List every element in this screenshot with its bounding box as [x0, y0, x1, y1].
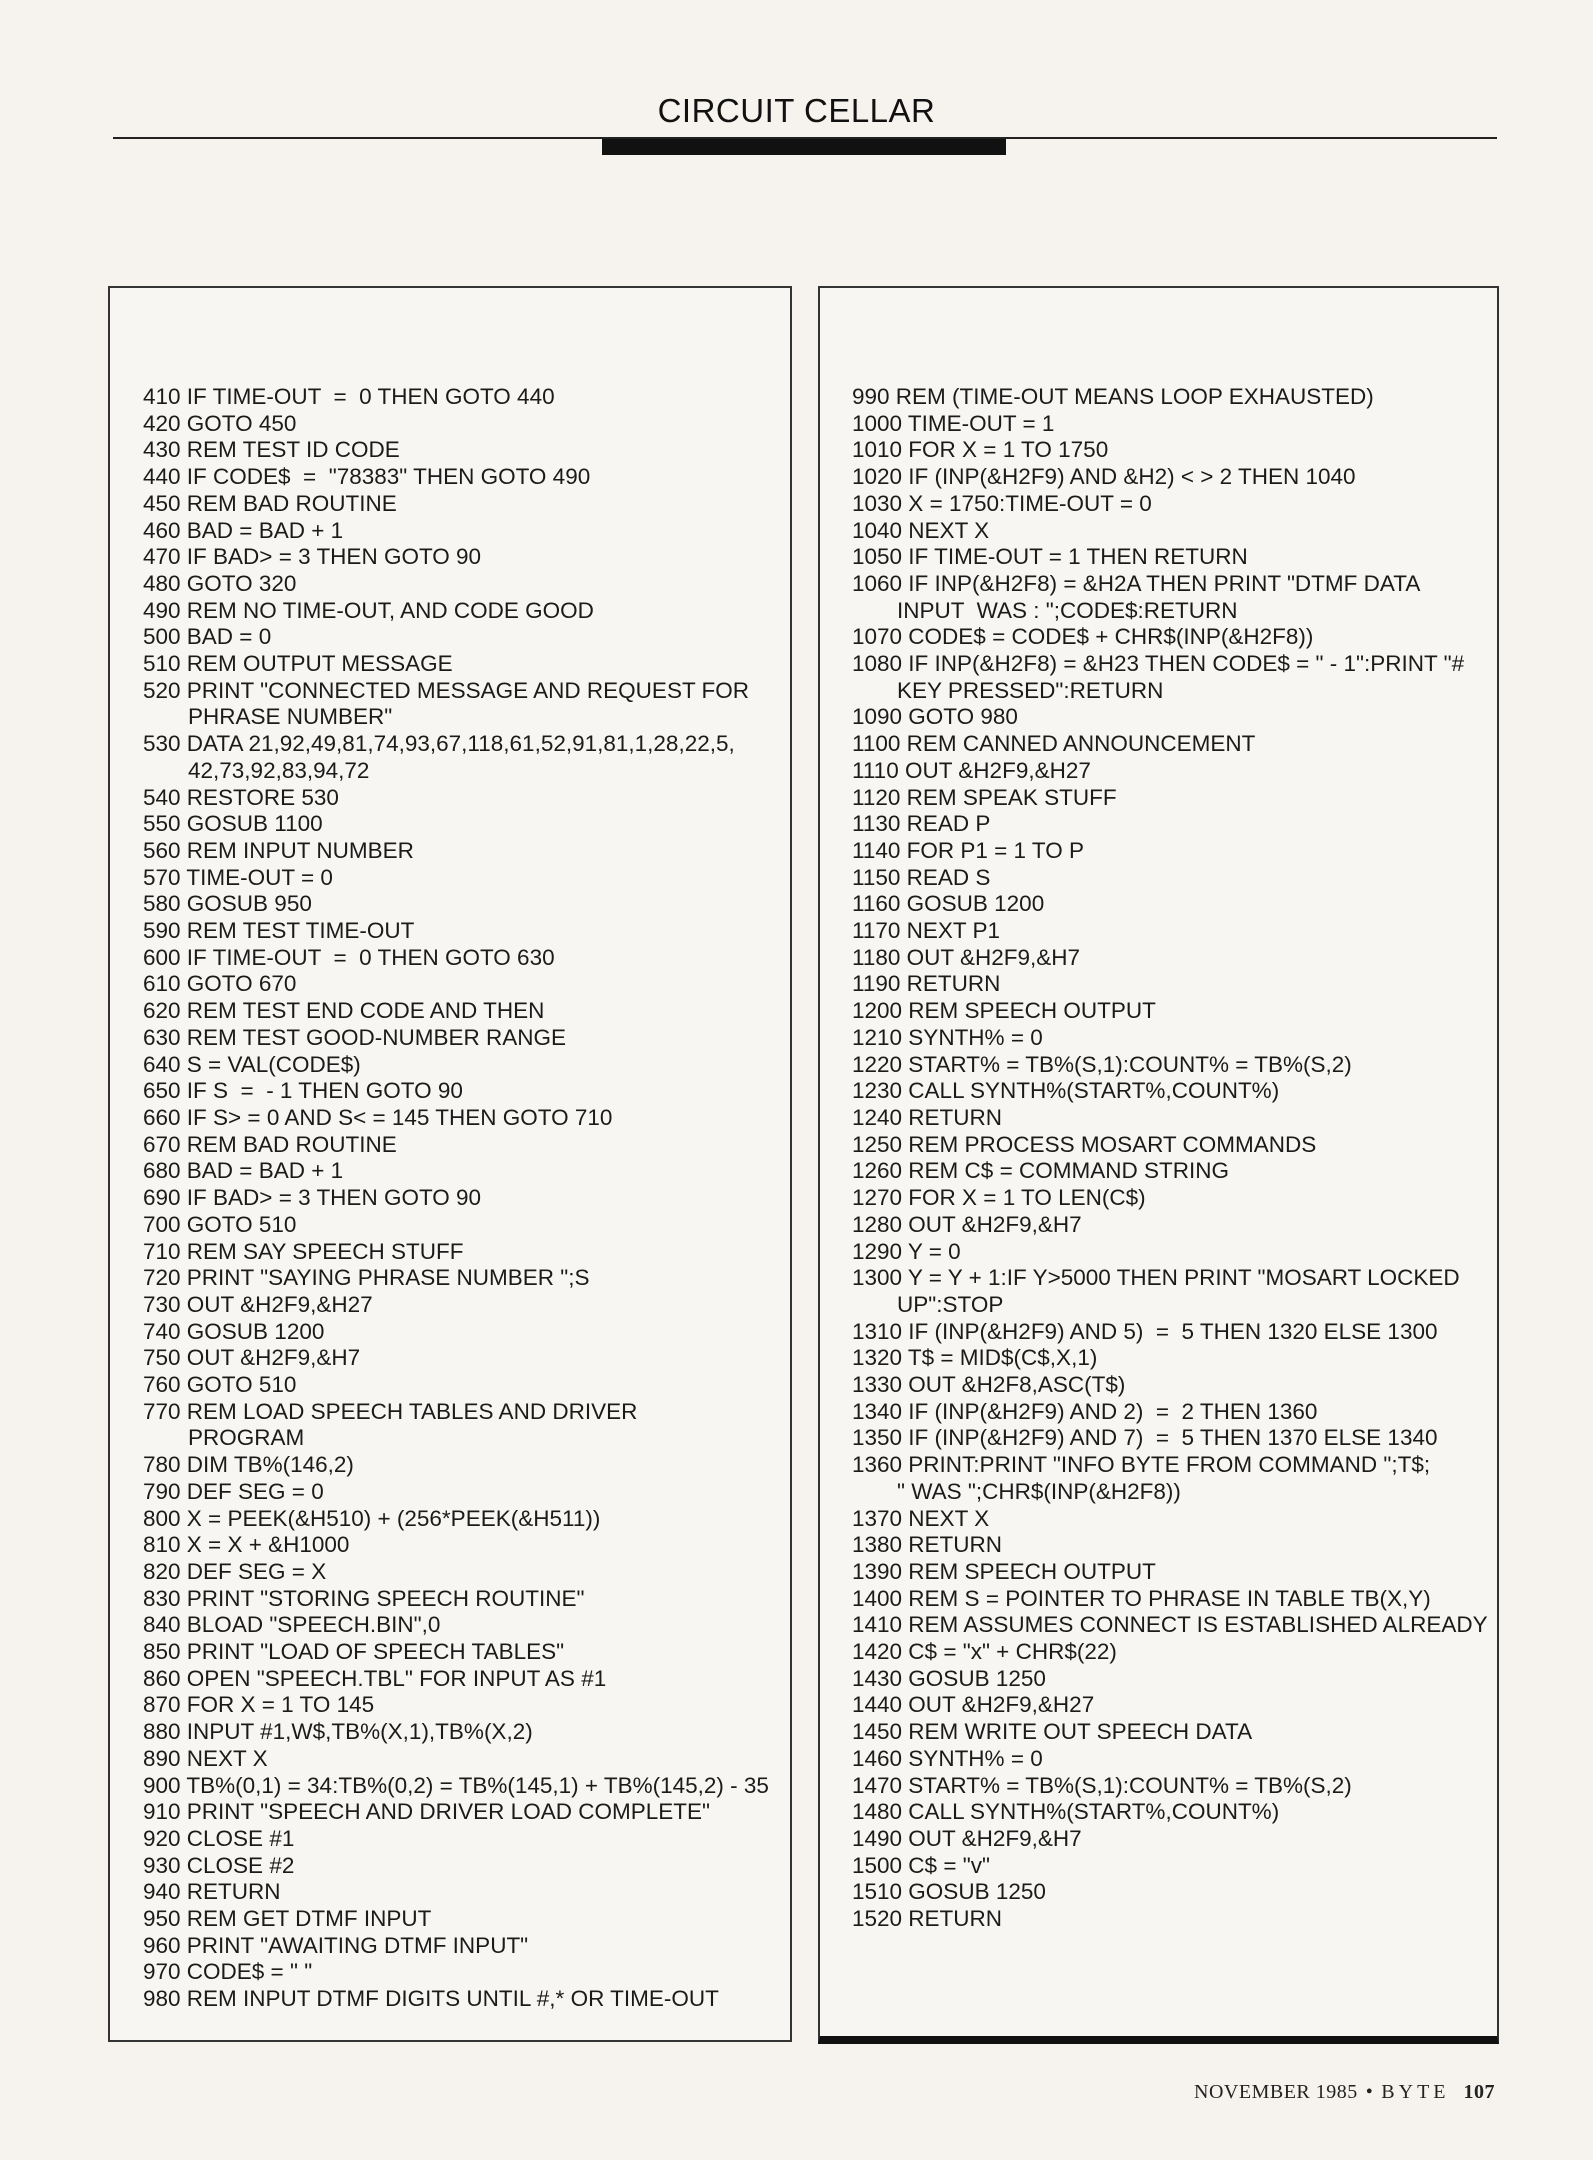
- code-line: 530 DATA 21,92,49,81,74,93,67,118,61,52,91,81,1,28,22,5,: [143, 731, 735, 757]
- code-line: 1510 GOSUB 1250: [852, 1879, 1046, 1905]
- code-line: 1040 NEXT X: [852, 517, 990, 543]
- code-line: 740 GOSUB 1200: [143, 1318, 325, 1344]
- code-line: 1400 REM S = POINTER TO PHRASE IN TABLE TB(X,Y): [852, 1585, 1431, 1611]
- code-line: 610 GOTO 670: [143, 971, 297, 997]
- code-line: PROGRAM: [188, 1425, 305, 1451]
- issue-date: NOVEMBER 1985: [1194, 2081, 1358, 2103]
- code-line: PHRASE NUMBER": [188, 704, 393, 730]
- code-line: INPUT WAS : ";CODE$:RETURN: [897, 597, 1238, 623]
- footer-separator: •: [1365, 2081, 1374, 2103]
- code-line: 890 NEXT X: [143, 1745, 268, 1771]
- code-line: 1320 T$ = MID$(C$,X,1): [852, 1345, 1098, 1371]
- code-line: 1240 RETURN: [852, 1104, 1003, 1130]
- code-line: 1470 START% = TB%(S,1):COUNT% = TB%(S,2): [852, 1772, 1352, 1798]
- code-line: 910 PRINT "SPEECH AND DRIVER LOAD COMPLETE": [143, 1799, 710, 1825]
- code-line: 640 S = VAL(CODE$): [143, 1051, 361, 1077]
- code-block-left: [143, 384, 783, 2013]
- code-line: 1340 IF (INP(&H2F9) AND 2) = 2 THEN 1360: [852, 1398, 1318, 1424]
- code-line: KEY PRESSED":RETURN: [897, 677, 1164, 703]
- code-listing-left: [108, 286, 792, 2042]
- code-line: 550 GOSUB 1100: [143, 811, 323, 837]
- code-line: 1520 RETURN: [852, 1906, 1003, 1932]
- code-line: 720 PRINT "SAYING PHRASE NUMBER ";S: [143, 1265, 590, 1291]
- code-line: 440 IF CODE$ = "78383" THEN GOTO 490: [143, 464, 591, 490]
- code-line: 760 GOTO 510: [143, 1372, 297, 1398]
- code-line: 590 REM TEST TIME-OUT: [143, 918, 415, 944]
- code-line: 660 IF S> = 0 AND S< = 145 THEN GOTO 710: [143, 1104, 613, 1130]
- code-line: 1020 IF (INP(&H2F9) AND &H2) < > 2 THEN 1040: [852, 464, 1356, 490]
- code-line: 1130 READ P: [852, 811, 991, 837]
- code-line: 1050 IF TIME-OUT = 1 THEN RETURN: [852, 544, 1248, 570]
- code-line: 860 OPEN "SPEECH.TBL" FOR INPUT AS #1: [143, 1665, 607, 1691]
- code-line: 1140 FOR P1 = 1 TO P: [852, 837, 1084, 863]
- code-line: 1300 Y = Y + 1:IF Y>5000 THEN PRINT "MOSART LOCKED: [852, 1265, 1460, 1291]
- code-line: 790 DEF SEG = 0: [143, 1478, 324, 1504]
- code-line: 1390 REM SPEECH OUTPUT: [852, 1558, 1156, 1584]
- code-line: 830 PRINT "STORING SPEECH ROUTINE": [143, 1585, 585, 1611]
- code-line: 1080 IF INP(&H2F8) = &H23 THEN CODE$ = " - 1":PRINT "#: [852, 651, 1465, 677]
- code-line: 940 RETURN: [143, 1879, 281, 1905]
- code-line: 1260 REM C$ = COMMAND STRING: [852, 1158, 1229, 1184]
- code-line: 980 REM INPUT DTMF DIGITS UNTIL #,* OR TIME-OUT: [143, 1986, 719, 2012]
- code-line: 1110 OUT &H2F9,&H27: [852, 757, 1091, 783]
- code-line: 1420 C$ = "x" + CHR$(22): [852, 1639, 1117, 1665]
- code-line: 580 GOSUB 950: [143, 891, 312, 917]
- code-line: 810 X = X + &H1000: [143, 1532, 350, 1558]
- code-line: 1360 PRINT:PRINT "INFO BYTE FROM COMMAND ";T$;: [852, 1452, 1431, 1478]
- code-line: 450 REM BAD ROUTINE: [143, 490, 397, 516]
- code-line: 1280 OUT &H2F9,&H7: [852, 1211, 1082, 1237]
- code-line: 1230 CALL SYNTH%(START%,COUNT%): [852, 1078, 1280, 1104]
- code-line: 460 BAD = BAD + 1: [143, 517, 344, 543]
- code-line: 1170 NEXT P1: [852, 918, 1001, 944]
- code-line: 570 TIME-OUT = 0: [143, 864, 333, 890]
- code-line: 1010 FOR X = 1 TO 1750: [852, 437, 1109, 463]
- code-line: 1220 START% = TB%(S,1):COUNT% = TB%(S,2): [852, 1051, 1352, 1077]
- code-line: 1200 REM SPEECH OUTPUT: [852, 998, 1156, 1024]
- code-line: 490 REM NO TIME-OUT, AND CODE GOOD: [143, 597, 594, 623]
- code-line: 840 BLOAD "SPEECH.BIN",0: [143, 1612, 441, 1638]
- page-title: CIRCUIT CELLAR: [657, 92, 936, 129]
- code-line: 690 IF BAD> = 3 THEN GOTO 90: [143, 1185, 482, 1211]
- code-line: 1150 READ S: [852, 864, 991, 890]
- code-line: 1030 X = 1750:TIME-OUT = 0: [852, 490, 1152, 516]
- code-line: 1290 Y = 0: [852, 1238, 961, 1264]
- code-line: 880 INPUT #1,W$,TB%(X,1),TB%(X,2): [143, 1719, 533, 1745]
- code-line: 1410 REM ASSUMES CONNECT IS ESTABLISHED ALREADY: [852, 1612, 1488, 1638]
- code-line: 770 REM LOAD SPEECH TABLES AND DRIVER: [143, 1398, 638, 1424]
- code-line: 470 IF BAD> = 3 THEN GOTO 90: [143, 544, 482, 570]
- code-line: 1270 FOR X = 1 TO LEN(C$): [852, 1185, 1146, 1211]
- page-number: 107: [1463, 2081, 1495, 2103]
- code-line: 520 PRINT "CONNECTED MESSAGE AND REQUEST FOR: [143, 677, 750, 703]
- code-line: 800 X = PEEK(&H510) + (256*PEEK(&H511)): [143, 1505, 601, 1531]
- code-line: 670 REM BAD ROUTINE: [143, 1131, 397, 1157]
- code-line: 500 BAD = 0: [143, 624, 272, 650]
- code-line: 650 IF S = - 1 THEN GOTO 90: [143, 1078, 463, 1104]
- code-line: 620 REM TEST END CODE AND THEN: [143, 998, 545, 1024]
- code-line: 1070 CODE$ = CODE$ + CHR$(INP(&H2F8)): [852, 624, 1314, 650]
- page-footer: [1194, 2081, 1495, 2104]
- code-line: 820 DEF SEG = X: [143, 1558, 327, 1584]
- code-line: 1250 REM PROCESS MOSART COMMANDS: [852, 1131, 1317, 1157]
- code-line: 630 REM TEST GOOD-NUMBER RANGE: [143, 1024, 566, 1050]
- code-line: 750 OUT &H2F9,&H7: [143, 1345, 361, 1371]
- code-line: 850 PRINT "LOAD OF SPEECH TABLES": [143, 1639, 565, 1665]
- code-line: 42,73,92,83,94,72: [188, 757, 370, 783]
- code-line: 1090 GOTO 980: [852, 704, 1018, 730]
- code-line: 990 REM (TIME-OUT MEANS LOOP EXHAUSTED): [852, 384, 1374, 409]
- code-line: 420 GOTO 450: [143, 410, 297, 436]
- code-line: 1100 REM CANNED ANNOUNCEMENT: [852, 731, 1256, 757]
- code-line: 1500 C$ = "v": [852, 1852, 990, 1878]
- code-block-right: [852, 384, 1492, 1933]
- code-line: 1350 IF (INP(&H2F9) AND 7) = 5 THEN 1370 ELSE 1340: [852, 1425, 1438, 1451]
- code-line: 1330 OUT &H2F8,ASC(T$): [852, 1372, 1126, 1398]
- code-line: 950 REM GET DTMF INPUT: [143, 1906, 432, 1932]
- code-line: UP":STOP: [897, 1291, 1004, 1317]
- code-line: 970 CODE$ = " ": [143, 1959, 313, 1985]
- code-line: 540 RESTORE 530: [143, 784, 339, 810]
- code-line: 780 DIM TB%(146,2): [143, 1452, 354, 1478]
- code-line: 600 IF TIME-OUT = 0 THEN GOTO 630: [143, 944, 555, 970]
- code-line: 1440 OUT &H2F9,&H27: [852, 1692, 1095, 1718]
- code-line: 1120 REM SPEAK STUFF: [852, 784, 1117, 810]
- code-line: 430 REM TEST ID CODE: [143, 437, 400, 463]
- code-line: 1430 GOSUB 1250: [852, 1665, 1046, 1691]
- code-line: 1480 CALL SYNTH%(START%,COUNT%): [852, 1799, 1280, 1825]
- code-line: 1310 IF (INP(&H2F9) AND 5) = 5 THEN 1320 ELSE 1300: [852, 1318, 1438, 1344]
- code-line: 1370 NEXT X: [852, 1505, 990, 1531]
- code-line: 410 IF TIME-OUT = 0 THEN GOTO 440: [143, 384, 555, 409]
- code-line: 1380 RETURN: [852, 1532, 1003, 1558]
- code-line: 710 REM SAY SPEECH STUFF: [143, 1238, 464, 1264]
- code-line: 680 BAD = BAD + 1: [143, 1158, 344, 1184]
- code-line: 1060 IF INP(&H2F8) = &H2A THEN PRINT "DTMF DATA: [852, 570, 1421, 596]
- code-line: 870 FOR X = 1 TO 145: [143, 1692, 375, 1718]
- code-line: 920 CLOSE #1: [143, 1825, 295, 1851]
- code-line: 1190 RETURN: [852, 971, 1001, 997]
- code-line: 1210 SYNTH% = 0: [852, 1024, 1043, 1050]
- code-line: 480 GOTO 320: [143, 570, 297, 596]
- code-line: 1180 OUT &H2F9,&H7: [852, 944, 1081, 970]
- code-line: 900 TB%(0,1) = 34:TB%(0,2) = TB%(145,1) + TB%(145,2) - 35: [143, 1772, 769, 1798]
- code-line: 960 PRINT "AWAITING DTMF INPUT": [143, 1932, 529, 1958]
- magazine-name: BYTE: [1381, 2081, 1450, 2103]
- code-line: 730 OUT &H2F9,&H27: [143, 1291, 373, 1317]
- code-line: 560 REM INPUT NUMBER: [143, 837, 414, 863]
- code-line: 1460 SYNTH% = 0: [852, 1745, 1043, 1771]
- code-line: 700 GOTO 510: [143, 1211, 297, 1237]
- code-line: 510 REM OUTPUT MESSAGE: [143, 651, 453, 677]
- code-line: 1000 TIME-OUT = 1: [852, 410, 1055, 436]
- code-listing-right: [818, 286, 1499, 2044]
- code-line: 930 CLOSE #2: [143, 1852, 295, 1878]
- code-line: " WAS ";CHR$(INP(&H2F8)): [897, 1478, 1181, 1504]
- code-line: 1490 OUT &H2F9,&H7: [852, 1825, 1082, 1851]
- code-line: 1160 GOSUB 1200: [852, 891, 1045, 917]
- header-bar: [602, 139, 1006, 155]
- code-line: 1450 REM WRITE OUT SPEECH DATA: [852, 1719, 1253, 1745]
